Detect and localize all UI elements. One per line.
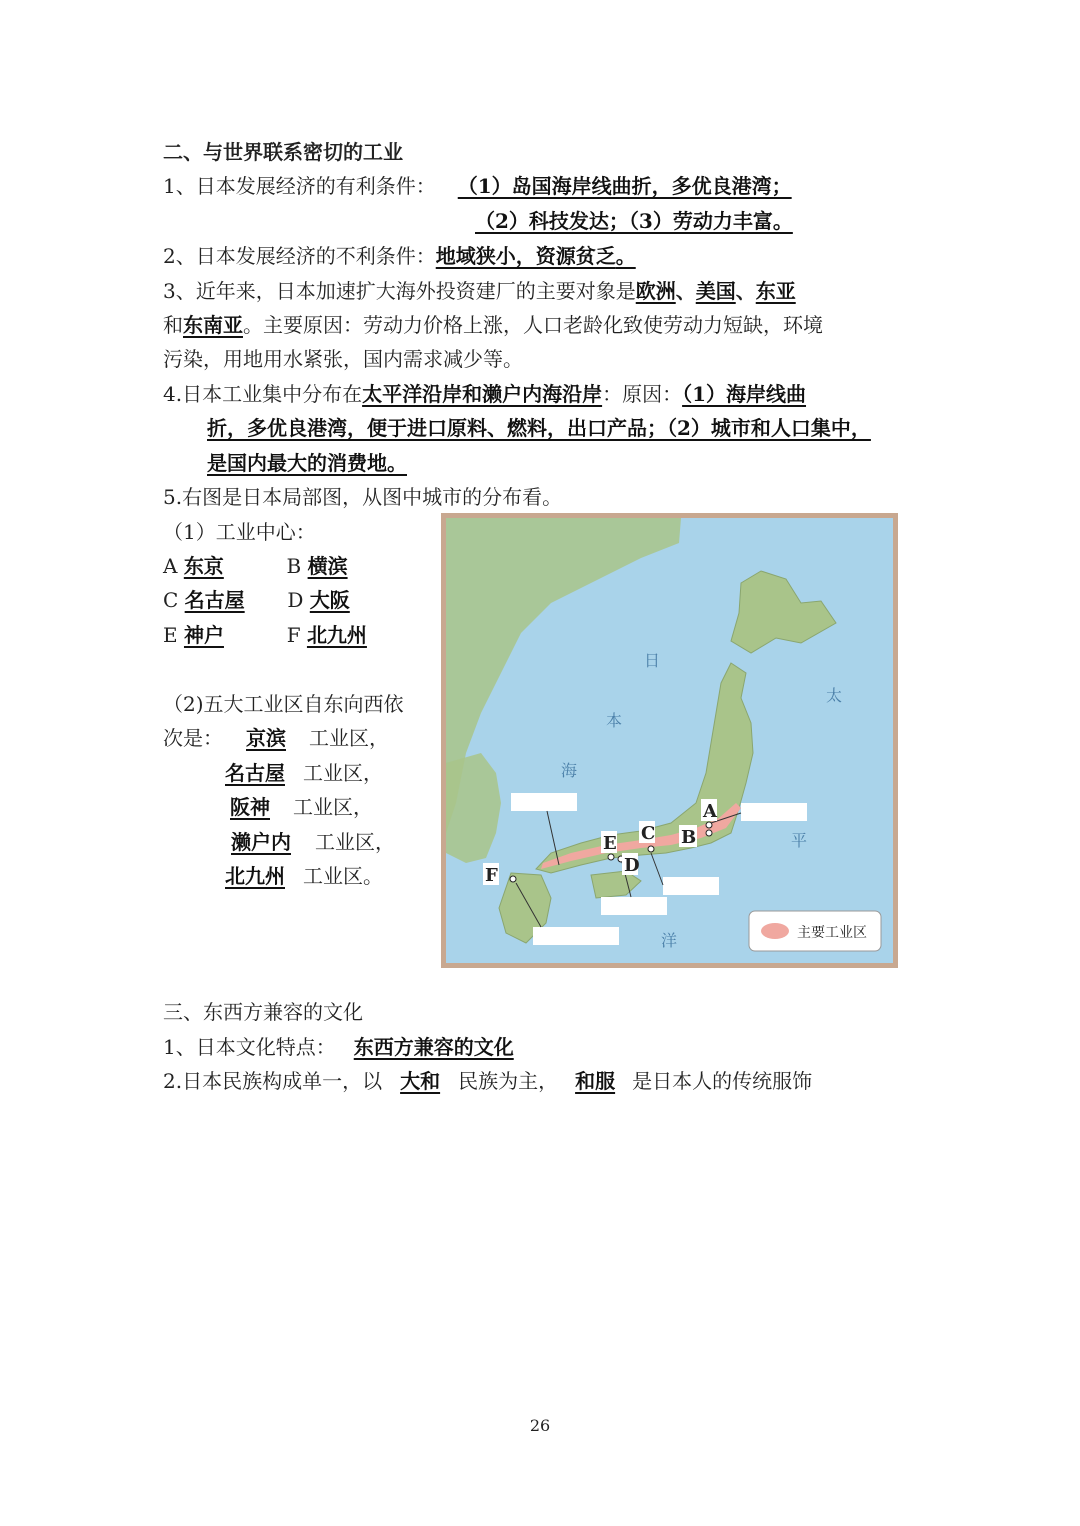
- center-name-f: 北九州: [306, 623, 367, 647]
- city-point-f: [510, 876, 516, 882]
- q3-prefix: 3、近年来，日本加速扩大海外投资建厂的主要对象是: [163, 279, 636, 303]
- s3-q2-suffix: 是日本人的传统服饰: [632, 1069, 813, 1093]
- q3-answer-eastasia: 东亚: [755, 279, 796, 303]
- center-name-e: 神户: [183, 623, 224, 647]
- region-row2: [207, 759, 383, 787]
- q4-answer2-l1: （1）海岸线曲: [682, 382, 807, 406]
- pacific-char-1: 太: [826, 686, 843, 705]
- blank-box-4: [601, 897, 667, 915]
- centers-row3: [163, 621, 367, 649]
- sea-japan-char-1: 日: [644, 651, 661, 670]
- pacific-char-2: 平: [791, 831, 808, 850]
- point-b: B: [681, 827, 697, 848]
- q1-line1: [163, 172, 792, 200]
- point-d: D: [624, 855, 640, 876]
- q4-mid: ：原因：: [602, 382, 683, 406]
- q1-answer2: （2）科技发达；（3）劳动力丰富。: [475, 209, 793, 233]
- section3-title: 三、东西方兼容的文化: [163, 1000, 363, 1024]
- point-e: E: [603, 833, 617, 854]
- center-letter-d: D: [287, 588, 304, 612]
- q4-prefix: 4.日本工业集中分布在: [163, 382, 363, 406]
- region-suffix-5: 工业区。: [303, 864, 383, 888]
- center-name-c: 名古屋: [184, 588, 245, 612]
- center-letter-f: F: [286, 623, 301, 647]
- q1-prefix: 1、日本发展经济的有利条件：: [163, 174, 436, 198]
- q5-prefix: 5.右图是日本局部图，从图中城市的分布看。: [163, 485, 563, 509]
- s3-q1: [163, 1033, 514, 1061]
- region-row4: [207, 828, 395, 856]
- s3-q2-prefix: 2.日本民族构成单一，以: [163, 1069, 383, 1093]
- blank-box-1: [511, 793, 577, 811]
- q4-answer1: 太平洋沿岸和濑户内海沿岸: [362, 382, 603, 406]
- q1-line2: [475, 207, 793, 235]
- q5-sub2-l1: （2)五大工业区自东向西依: [163, 692, 404, 716]
- region-suffix-4: 工业区，: [315, 830, 395, 854]
- q3-line3: 污染，用地用水紧张，国内需求减少等。: [163, 347, 523, 371]
- region-2: 名古屋: [225, 761, 285, 785]
- q4-answer2-l3: 是国内最大的消费地。: [207, 451, 407, 475]
- q3-sep2: 、: [735, 279, 756, 303]
- region-4: 濑户内: [231, 830, 291, 854]
- section2-title: 二、与世界联系密切的工业: [163, 140, 403, 164]
- city-point-b: [706, 830, 712, 836]
- region-5: 北九州: [225, 864, 285, 888]
- blank-box-2: [741, 803, 807, 821]
- sea-japan-char-3: 海: [561, 761, 578, 780]
- q4-line3: [207, 449, 407, 477]
- center-letter-c: C: [163, 588, 179, 612]
- sea-japan-char-2: 本: [606, 711, 623, 730]
- q3-line2-prefix: 和: [163, 313, 183, 337]
- s3-q2-mid: 民族为主，: [458, 1069, 559, 1093]
- city-point-a: [706, 822, 712, 828]
- legend-swatch: [761, 923, 789, 939]
- point-a: A: [703, 801, 717, 822]
- q3-answer-europe: 欧洲: [635, 279, 676, 303]
- region-row5: [207, 862, 383, 890]
- region-suffix-3: 工业区，: [293, 795, 373, 819]
- q3-answer-sea: 东南亚: [183, 313, 243, 337]
- q3-line2-rest: 。主要原因：劳动力价格上涨，人口老龄化致使劳动力短缺，环境: [243, 313, 823, 337]
- center-name-a: 东京: [183, 554, 224, 578]
- region-3: 阪神: [230, 795, 270, 819]
- point-c: C: [641, 823, 656, 844]
- center-letter-a: A: [163, 554, 178, 578]
- center-name-d: 大阪: [309, 588, 350, 612]
- japan-map: [441, 513, 898, 968]
- region-row1: [163, 724, 389, 752]
- center-letter-b: B: [286, 554, 302, 578]
- q2-line: [163, 242, 636, 270]
- q4-answer2-l2: 折，多优良港湾，便于进口原料、燃料，出口产品；（2）城市和人口集中，: [207, 416, 871, 440]
- s3-q1-prefix: 1、日本文化特点：: [163, 1035, 336, 1059]
- region-suffix-1: 工业区，: [309, 726, 389, 750]
- legend-label: 主要工业区: [797, 925, 867, 941]
- q3-sep1: 、: [675, 279, 696, 303]
- point-f: F: [485, 865, 498, 886]
- blank-box-5: [533, 927, 619, 945]
- centers-row2: [163, 586, 350, 614]
- s3-q2-answer1: 大和: [400, 1069, 441, 1093]
- centers-row1: [163, 552, 348, 580]
- q2-answer: 地域狭小，资源贫乏: [435, 244, 616, 268]
- q3-line1: [163, 277, 796, 305]
- pacific-char-3: 洋: [661, 931, 678, 950]
- city-point-e: [608, 854, 614, 860]
- q3-answer-usa: 美国: [695, 279, 736, 303]
- region-1: 京滨: [246, 726, 286, 750]
- s3-q2: [163, 1067, 812, 1095]
- center-letter-e: E: [163, 623, 178, 647]
- s3-q2-answer2: 和服: [575, 1069, 616, 1093]
- blank-box-3: [663, 877, 719, 895]
- q5-sub2-l2: 次是：: [163, 726, 223, 750]
- q2-suffix: 。: [615, 244, 636, 268]
- q5-sub1: （1）工业中心：: [163, 520, 316, 544]
- region-suffix-2: 工业区，: [303, 761, 383, 785]
- region-row3: [207, 793, 373, 821]
- center-name-b: 横滨: [307, 554, 348, 578]
- s3-q1-answer: 东西方兼容的文化: [353, 1035, 514, 1059]
- q4-line2: [207, 414, 871, 442]
- page-number: 26: [529, 1416, 551, 1435]
- q3-line2: [163, 311, 823, 339]
- q1-answer1: （1）岛国海岸线曲折，多优良港湾；: [457, 174, 792, 198]
- q4-line1: [163, 380, 806, 408]
- q2-prefix: 2、日本发展经济的不利条件：: [163, 244, 436, 268]
- city-point-c: [648, 846, 654, 852]
